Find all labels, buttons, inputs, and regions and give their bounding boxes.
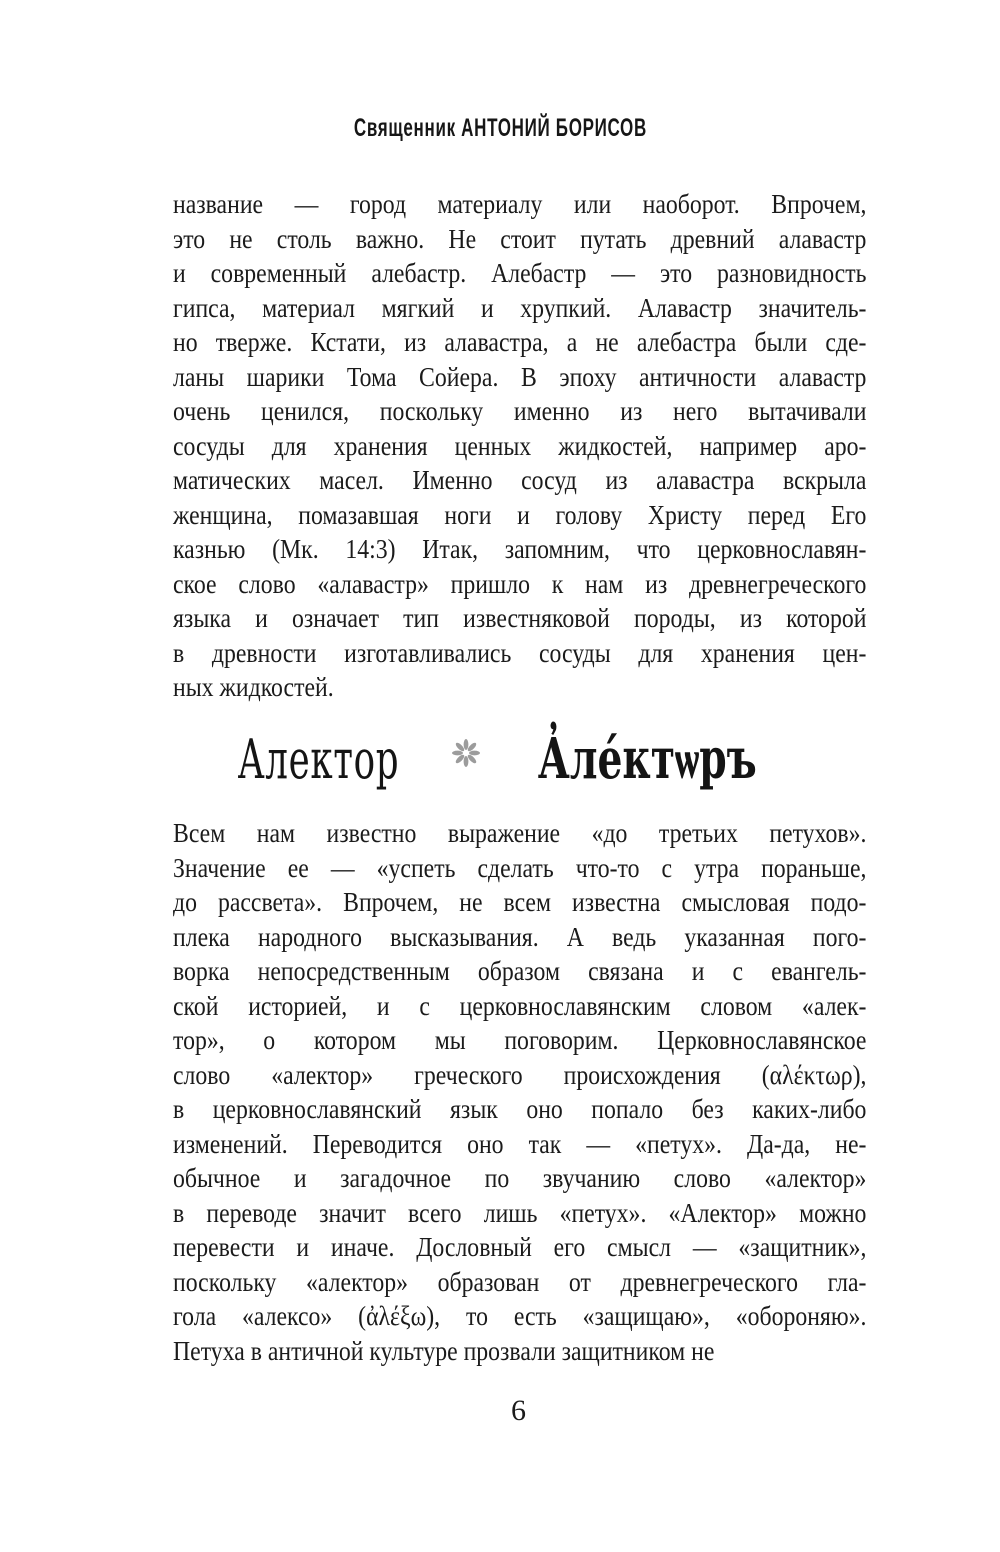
text-line: очень ценился, поскольку именно из него вытачивали (173, 396, 867, 426)
text-line: Значение ее — «успеть сделать что-то с утра пораньше, (173, 852, 867, 883)
text-line: слово «алектор» греческого происхождения (αλέκτωρ), (173, 1059, 867, 1090)
text-line: поскольку «алектор» образован от древнегреческого гла- (173, 1266, 867, 1297)
text-line: гола «алексо» (ἀλέξω), то есть «защищаю», «обороняю». (173, 1301, 867, 1331)
page-number: 6 (511, 1394, 526, 1427)
text-line: сосуды для хранения ценных жидкостей, например аро- (173, 430, 867, 461)
text-line: название — город материалу или наоборот. Впрочем, (173, 189, 867, 219)
text-line: казнью (Мк. 14:3) Итак, запомним, что церковнославян- (173, 534, 867, 564)
text-line: изменений. Переводится оно так — «петух». Да-да, не- (173, 1128, 867, 1159)
text-line: перевести и иначе. Дословный его смысл — «защитник», (173, 1232, 867, 1262)
paragraph-alavastr (173, 187, 866, 705)
text-line: матических масел. Именно сосуд из алавастра вскрыла (173, 465, 867, 495)
text-line: ланы шарики Тома Сойера. В эпоху античности алавастр (173, 361, 867, 392)
text-line: языка и означает тип известняковой породы, из которой (173, 603, 867, 633)
chapter-title-russian: Алектор (237, 728, 400, 791)
text-line: до рассвета». Впрочем, не всем известна смысловая подо- (173, 887, 867, 917)
text-line: плека народного высказывания. А ведь указанная пого- (173, 921, 867, 952)
text-line: ское слово «алавастр» пришло к нам из древнегреческого (173, 568, 867, 599)
text-line: но тверже. Кстати, из алавастра, а не алебастра были сде- (173, 327, 867, 357)
flower-ornament-icon (451, 738, 481, 773)
text-line: ворка непосредственным образом связана и с евангель- (173, 956, 867, 986)
text-line: и современный алебастр. Алебастр — это разновидность (173, 258, 867, 288)
paragraph-alektor (173, 816, 866, 1368)
text-line: в древности изготавливались сосуды для хранения цен- (173, 637, 867, 668)
text-line: ных жидкостей. (173, 672, 334, 702)
running-header-text: Священник АНТОНИЙ БОРИСОВ (353, 114, 647, 142)
text-line: тор», о котором мы поговорим. Церковнославянское (173, 1025, 867, 1055)
text-line: обычное и загадочное по звучанию слово «алектор» (173, 1163, 867, 1193)
chapter-title-church-slavonic: А̓ле́ктѡръ (538, 726, 757, 792)
text-line: в переводе значит всего лишь «петух». «Алектор» можно (173, 1197, 867, 1228)
chapter-heading (0, 726, 1000, 806)
text-line: Петуха в античной культуре прозвали защитником не (173, 1335, 715, 1366)
text-line: женщина, помазавшая ноги и голову Христу перед Его (173, 499, 867, 530)
text-line: ской историей, и с церковнославянским словом «алек- (173, 990, 867, 1021)
running-header (0, 114, 1000, 143)
text-line: Всем нам известно выражение «до третьих петухов». (173, 818, 867, 848)
text-line: в церковнославянский язык оно попало без каких-либо (173, 1094, 867, 1124)
text-line: это не столь важно. Не стоит путать древний алавастр (173, 223, 867, 254)
text-line: гипса, материал мягкий и хрупкий. Алавастр значитель- (173, 292, 867, 323)
